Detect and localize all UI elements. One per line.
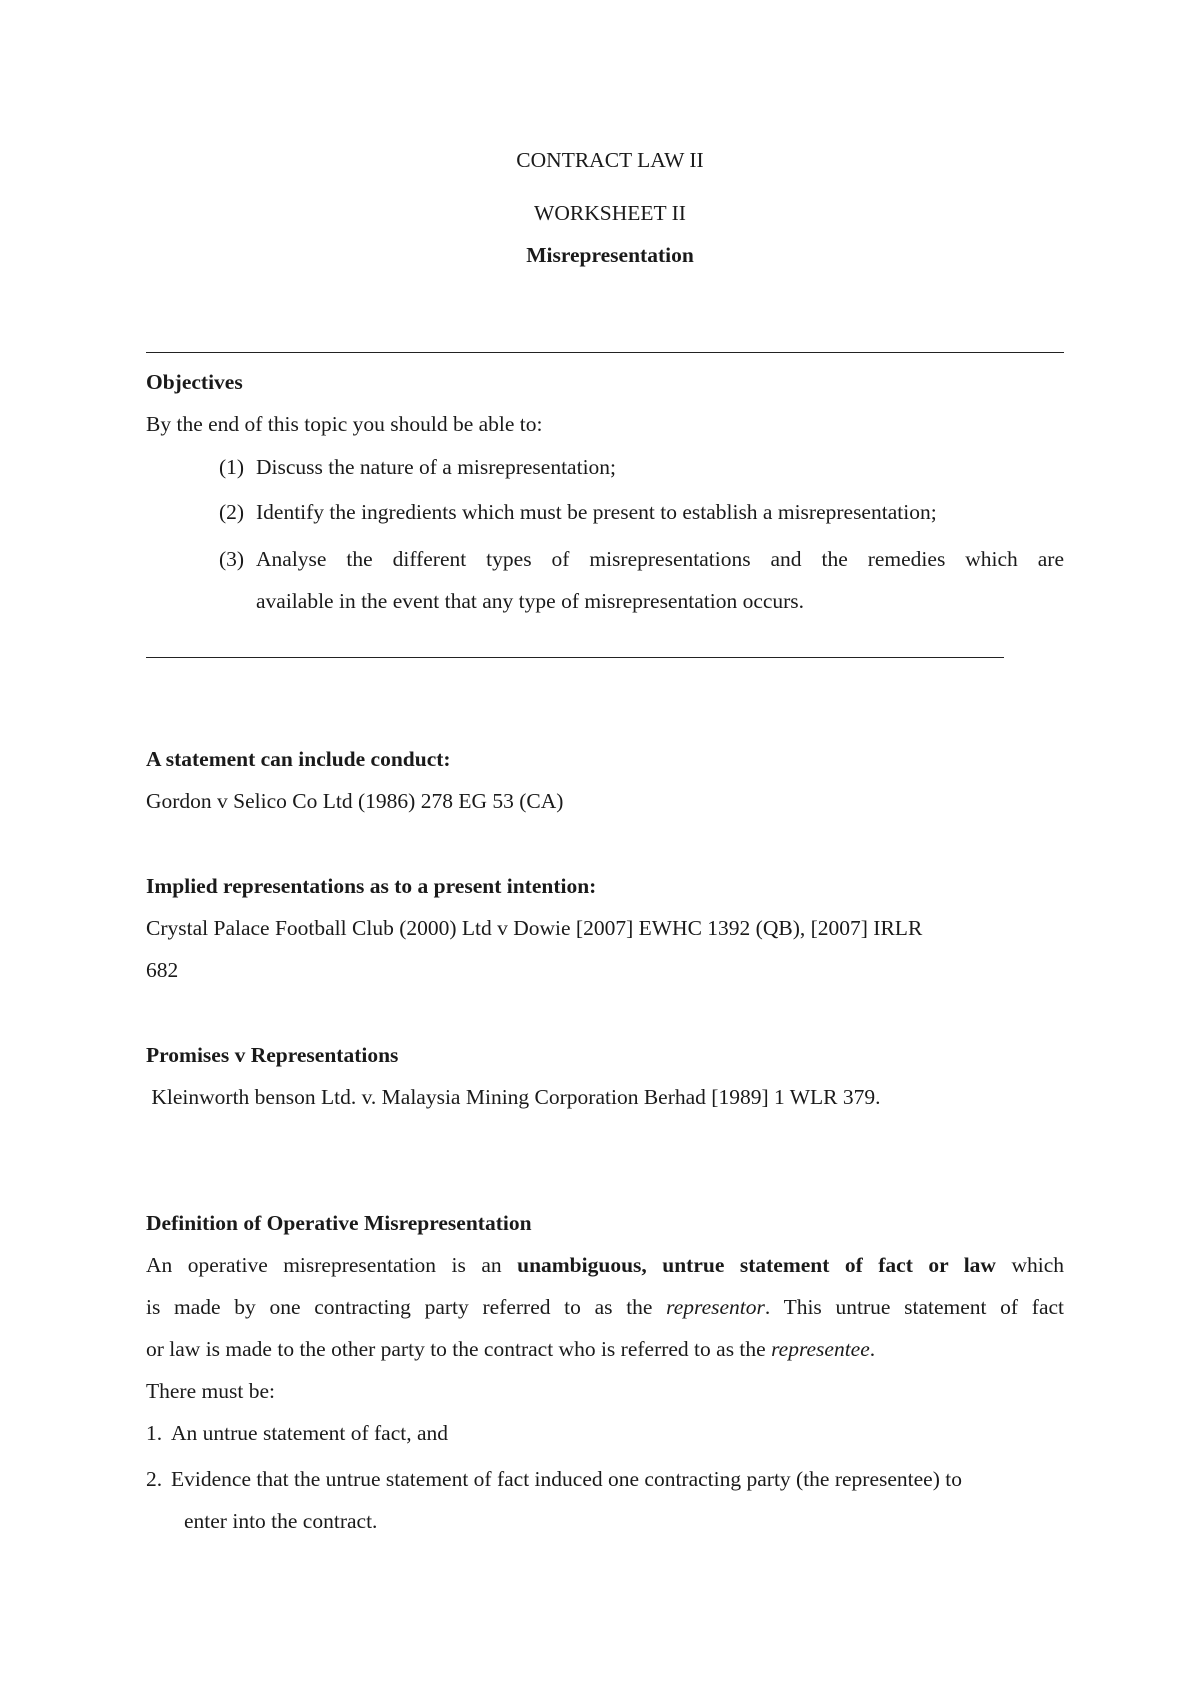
implied-heading: Implied representations as to a present intention: xyxy=(146,874,597,898)
objectives-heading: Objectives xyxy=(146,370,243,394)
conduct-case: Gordon v Selico Co Ltd (1986) 278 EG 53 (CA) xyxy=(146,789,564,813)
divider-top xyxy=(146,352,1064,353)
definition-line1 xyxy=(146,1255,1064,1277)
objectives-intro: By the end of this topic you should be able to: xyxy=(146,412,543,436)
objective-1-text: Discuss the nature of a misrepresentation; xyxy=(256,455,617,479)
implied-case-line2: 682 xyxy=(146,958,179,982)
requirement-1-text: An untrue statement of fact, and xyxy=(171,1421,449,1445)
requirement-2-number: 2. xyxy=(146,1467,163,1491)
divider-bottom xyxy=(146,657,1004,658)
worksheet-title: WORKSHEET II xyxy=(534,201,686,225)
requirement-2-text-line2: enter into the contract. xyxy=(184,1509,378,1533)
definition-line1-a: An operative misrepresentation is an xyxy=(146,1253,518,1277)
topic-title: Misrepresentation xyxy=(526,243,694,267)
promises-heading: Promises v Representations xyxy=(146,1043,399,1067)
definition-line2-a: is made by one contracting party referred to as the xyxy=(146,1295,667,1319)
requirement-1-number: 1. xyxy=(146,1421,163,1445)
definition-line3-c: . xyxy=(869,1337,876,1361)
must-be-label: There must be: xyxy=(146,1379,275,1403)
requirement-2-text-line1: Evidence that the untrue statement of fact induced one contracting party (the representee) to xyxy=(171,1467,962,1491)
definition-line2 xyxy=(146,1297,1064,1319)
objective-3-number: (3) xyxy=(219,547,245,571)
definition-line1-bold: unambiguous, untrue statement of fact or law xyxy=(517,1253,996,1277)
definition-representee: representee xyxy=(771,1337,870,1361)
objective-3-text-line1: Analyse the different types of misrepresentations and the remedies which are xyxy=(256,547,1064,571)
definition-line1-c: which xyxy=(995,1253,1064,1277)
promises-case: Kleinworth benson Ltd. v. Malaysia Mining Corporation Berhad [1989] 1 WLR 379. xyxy=(146,1085,881,1109)
definition-heading: Definition of Operative Misrepresentation xyxy=(146,1211,532,1235)
definition-line3-a: or law is made to the other party to the contract who is referred to as the xyxy=(146,1337,772,1361)
course-title: CONTRACT LAW II xyxy=(516,148,704,172)
implied-case-line1: Crystal Palace Football Club (2000) Ltd v Dowie [2007] EWHC 1392 (QB), [2007] IRLR xyxy=(146,916,923,940)
objective-1-number: (1) xyxy=(219,455,245,479)
objective-2-text: Identify the ingredients which must be present to establish a misrepresentation; xyxy=(256,500,937,524)
definition-line2-c: . This untrue statement of fact xyxy=(764,1295,1064,1319)
objective-2-number: (2) xyxy=(219,500,245,524)
objective-3-text-line2: available in the event that any type of misrepresentation occurs. xyxy=(256,589,805,613)
definition-line3 xyxy=(146,1339,875,1361)
conduct-heading: A statement can include conduct: xyxy=(146,747,451,771)
definition-representor: representor xyxy=(666,1295,765,1319)
